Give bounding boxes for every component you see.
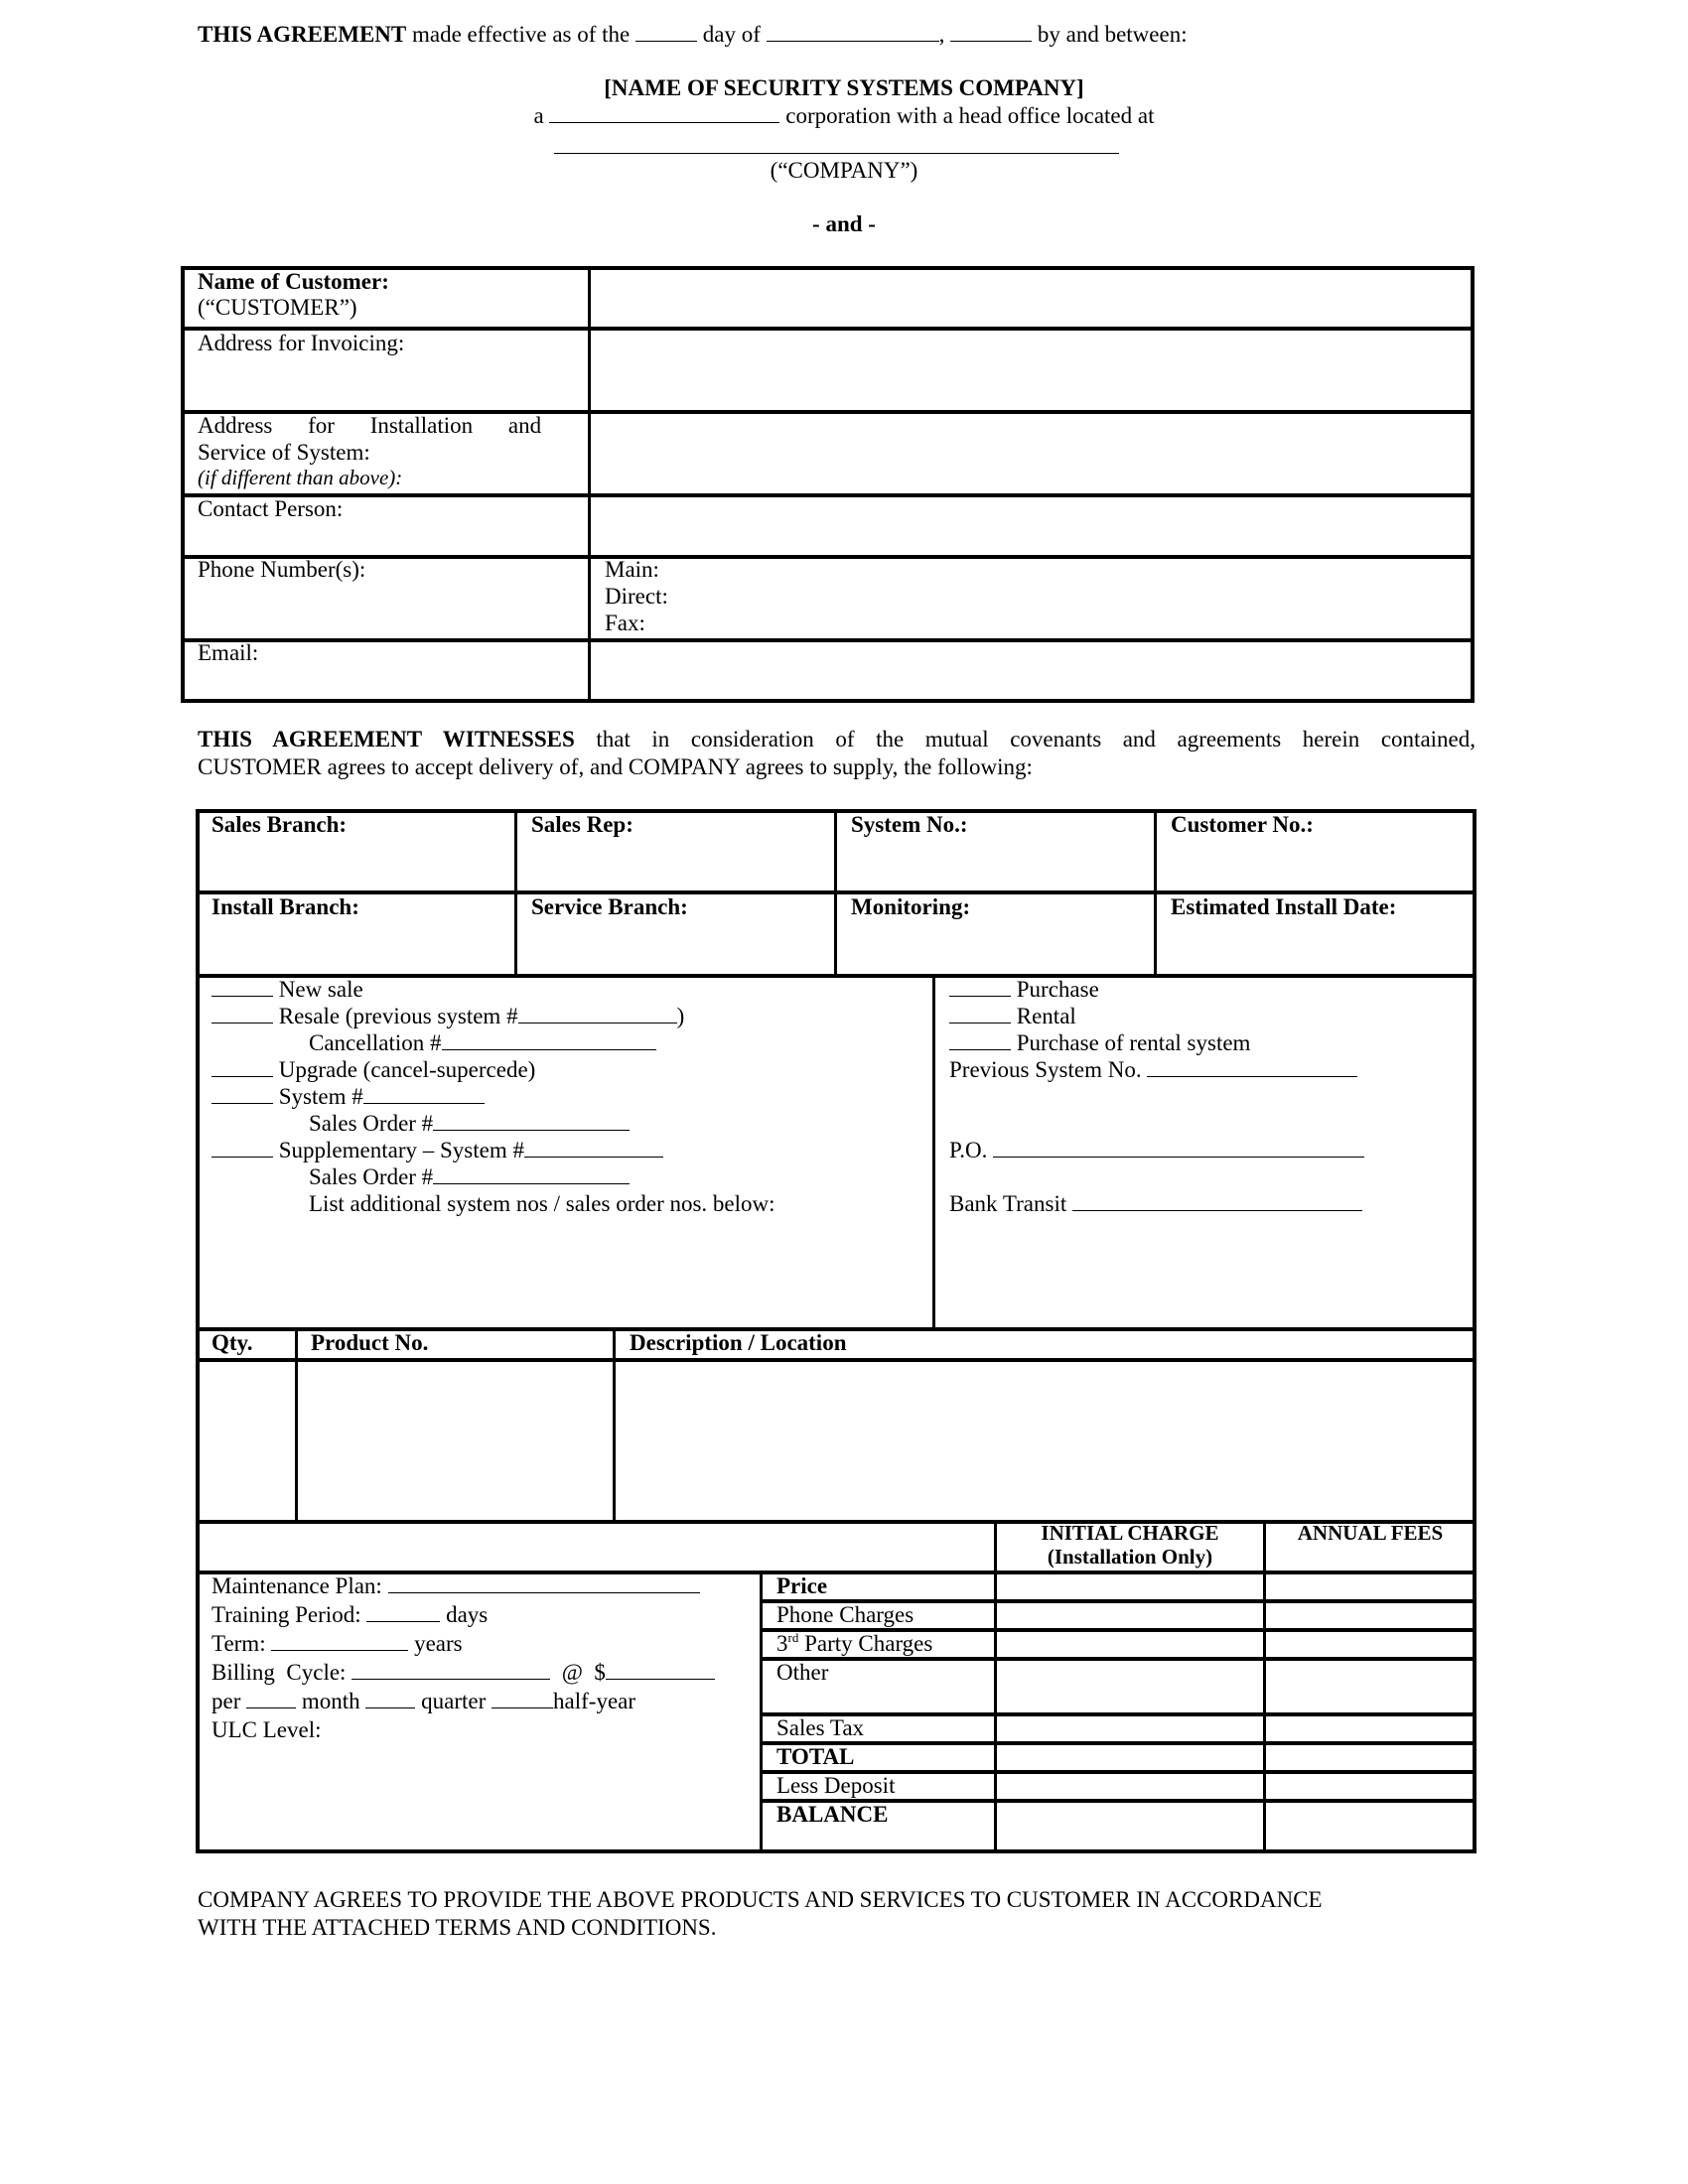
email-label: Email:: [198, 640, 259, 665]
previous-system-blank[interactable]: [518, 1003, 677, 1024]
supplementary-blank[interactable]: [211, 1137, 273, 1158]
phone-fax-label: Fax:: [605, 611, 645, 635]
column-divider: [1154, 811, 1157, 976]
system-number-blank[interactable]: [363, 1083, 485, 1104]
contact-person-label: Contact Person:: [198, 496, 344, 521]
year-blank[interactable]: [950, 21, 1032, 42]
fee-label-phone-charges: Phone Charges: [776, 1602, 914, 1627]
installation-label-line1: Address for Installation and: [198, 413, 542, 438]
month-blank[interactable]: [246, 1688, 296, 1708]
upgrade-blank[interactable]: [211, 1056, 273, 1077]
purchase-rental-blank[interactable]: [949, 1029, 1011, 1050]
column-divider: [613, 1329, 616, 1522]
total-annual-field[interactable]: [1268, 1746, 1471, 1768]
contact-person-field[interactable]: [594, 500, 1470, 552]
additional-systems-field[interactable]: [204, 1223, 926, 1322]
fee-label-price: Price: [776, 1573, 828, 1598]
install-branch-label: Install Branch:: [211, 894, 359, 919]
sales-branch-field[interactable]: [202, 839, 511, 888]
resale-blank[interactable]: [211, 1003, 273, 1024]
corporation-line: [0, 101, 1688, 131]
qty-header: Qty.: [211, 1330, 253, 1355]
bank-transit-label: Bank Transit: [949, 1191, 1067, 1216]
column-divider: [834, 811, 837, 976]
po-blank[interactable]: [993, 1137, 1364, 1158]
term-label: Term:: [211, 1631, 266, 1656]
service-branch-field[interactable]: [520, 921, 831, 971]
half-year-blank[interactable]: [492, 1688, 553, 1708]
billing-cycle-blank[interactable]: [352, 1659, 550, 1680]
purchase-label: Purchase: [1016, 977, 1099, 1002]
sales-order-blank[interactable]: [433, 1163, 630, 1184]
customer-alias-label: (“CUSTOMER”): [198, 295, 357, 320]
deposit-annual-field[interactable]: [1268, 1775, 1471, 1797]
column-divider: [514, 811, 517, 976]
day-blank[interactable]: [635, 21, 697, 42]
company-alias: (“COMPANY”): [770, 158, 918, 183]
witness-paragraph-line1: [198, 726, 1476, 753]
system-no-field[interactable]: [840, 839, 1151, 888]
monitoring-field[interactable]: [840, 921, 1151, 971]
intro-text: day of: [702, 22, 761, 47]
ulc-level-label: ULC Level:: [211, 1717, 322, 1742]
supplementary-label: Supplementary – System #: [278, 1138, 524, 1162]
cancellation-blank[interactable]: [442, 1029, 656, 1050]
fee-label-total: TOTAL: [776, 1744, 855, 1769]
customer-no-label: Customer No.:: [1171, 812, 1314, 837]
rental-option: [949, 1003, 1076, 1029]
row-divider: [198, 1358, 1475, 1362]
ordinal-suffix: rd: [787, 1630, 799, 1645]
per-label: per: [211, 1689, 241, 1713]
customer-no-field[interactable]: [1160, 839, 1471, 888]
previous-system-no-blank[interactable]: [1147, 1056, 1357, 1077]
system-option: [211, 1083, 485, 1110]
intro-text: made effective as of the: [412, 22, 631, 47]
price-initial-field[interactable]: [999, 1575, 1261, 1597]
fee-label-balance: BALANCE: [776, 1802, 889, 1827]
billing-at: @: [561, 1660, 583, 1685]
training-period-label: Training Period:: [211, 1602, 361, 1627]
column-divider: [295, 1329, 298, 1522]
system-blank[interactable]: [211, 1083, 273, 1104]
witness-bold: THIS AGREEMENT WITNESSES: [198, 727, 575, 751]
new-sale-option: [211, 976, 363, 1003]
purchase-rental-label: Purchase of rental system: [1016, 1030, 1251, 1055]
intro-bold: THIS AGREEMENT: [198, 22, 407, 47]
installation-label-note: (if different than above):: [198, 466, 403, 489]
maintenance-plan-label: Maintenance Plan:: [211, 1573, 382, 1598]
billing-amount-blank[interactable]: [606, 1659, 715, 1680]
billing-period-line: [211, 1688, 635, 1714]
qty-field[interactable]: [202, 1364, 293, 1518]
price-annual-field[interactable]: [1268, 1575, 1471, 1597]
initial-charge-subtitle: (Installation Only): [1047, 1545, 1213, 1569]
term-blank[interactable]: [271, 1630, 408, 1651]
sales-rep-label: Sales Rep:: [531, 812, 633, 837]
row-divider: [762, 1741, 1475, 1745]
cancellation-label: Cancellation #: [309, 1030, 442, 1055]
invoicing-address-field[interactable]: [594, 334, 1470, 407]
monitoring-label: Monitoring:: [851, 894, 971, 919]
purchase-option: [949, 976, 1099, 1003]
installation-address-label: [198, 412, 575, 439]
product-no-field[interactable]: [300, 1364, 611, 1518]
system-label: System #: [278, 1084, 363, 1109]
sales-branch-label: Sales Branch:: [211, 812, 348, 837]
footer-line2: WITH THE ATTACHED TERMS AND CONDITIONS.: [198, 1915, 717, 1940]
sales-order-line-1: [309, 1110, 630, 1137]
sales-order-blank[interactable]: [433, 1110, 630, 1131]
maintenance-plan-blank[interactable]: [388, 1572, 700, 1593]
fee-label-sales-tax: Sales Tax: [776, 1715, 865, 1740]
maintenance-plan-line: [211, 1572, 700, 1599]
sales-rep-field[interactable]: [520, 839, 831, 888]
bank-transit-line: [949, 1190, 1362, 1217]
po-line: [949, 1137, 1364, 1163]
ulc-level-field[interactable]: [348, 1716, 745, 1744]
rental-label: Rental: [1016, 1004, 1076, 1028]
witness-paragraph-line2: CUSTOMER agrees to accept delivery of, and COMPANY agrees to supply, the following:: [198, 754, 1033, 779]
install-branch-field[interactable]: [202, 921, 511, 971]
witness-text: that in consideration of the mutual covenants and agreements herein contained,: [596, 727, 1476, 751]
column-divider: [932, 976, 935, 1329]
month-label: month: [301, 1689, 360, 1713]
product-no-header: Product No.: [311, 1330, 429, 1355]
list-additional-label: List additional system nos / sales order nos. below:: [309, 1191, 775, 1216]
service-branch-label: Service Branch:: [531, 894, 688, 919]
fee-label-third-party-charges: [776, 1630, 932, 1657]
phone-initial-field[interactable]: [999, 1604, 1261, 1626]
annual-fees-header: ANNUAL FEES: [1297, 1521, 1444, 1545]
column-divider: [588, 268, 591, 701]
corp-suffix: corporation with a head office located at: [785, 103, 1155, 128]
third-party-initial-field[interactable]: [999, 1633, 1261, 1655]
description-field[interactable]: [618, 1364, 1472, 1518]
resale-close: ): [676, 1004, 685, 1028]
intro-text: by and between:: [1037, 22, 1188, 47]
purchase-rental-option: [949, 1029, 1250, 1056]
intro-comma: ,: [938, 22, 945, 47]
agreement-intro: [198, 20, 1188, 50]
quarter-label: quarter: [421, 1689, 487, 1713]
phone-numbers-field[interactable]: [715, 560, 1470, 635]
customer-name-label: Name of Customer:: [198, 269, 389, 294]
balance-annual-field[interactable]: [1268, 1804, 1471, 1847]
supplementary-system-blank[interactable]: [524, 1137, 663, 1158]
installation-label-line2: Service of System:: [198, 440, 370, 465]
row-divider: [183, 638, 1473, 642]
quarter-blank[interactable]: [365, 1688, 415, 1708]
resale-option: [211, 1003, 684, 1029]
company-name: [NAME OF SECURITY SYSTEMS COMPANY]: [604, 75, 1084, 100]
customer-name-field[interactable]: [594, 272, 1470, 324]
other-initial-field[interactable]: [999, 1662, 1261, 1710]
email-field[interactable]: [594, 645, 1470, 699]
row-divider: [762, 1712, 1475, 1716]
description-header: Description / Location: [630, 1330, 847, 1355]
row-divider: [183, 555, 1473, 559]
phone-main-label: Main:: [605, 557, 659, 582]
bank-transit-blank[interactable]: [1072, 1190, 1362, 1211]
and-separator: - and -: [812, 211, 876, 236]
training-period-blank[interactable]: [366, 1601, 440, 1622]
ordinal-number: 3: [776, 1631, 788, 1656]
install-date-field[interactable]: [1160, 921, 1471, 971]
billing-cycle-line: [211, 1659, 715, 1686]
row-divider: [183, 493, 1473, 497]
phone-direct-label: Direct:: [605, 584, 668, 609]
initial-charge-header: [997, 1521, 1263, 1569]
previous-system-label: Previous System No.: [949, 1057, 1142, 1082]
invoicing-address-label: Address for Invoicing:: [198, 331, 405, 355]
footer-line1: COMPANY AGREES TO PROVIDE THE ABOVE PRODUCTS AND SERVICES TO CUSTOMER IN ACCORDANCE: [198, 1887, 1323, 1912]
total-initial-field[interactable]: [999, 1746, 1261, 1768]
third-party-text: Party Charges: [798, 1631, 933, 1656]
balance-initial-field[interactable]: [999, 1804, 1261, 1847]
training-unit: days: [446, 1602, 489, 1627]
other-annual-field[interactable]: [1268, 1662, 1471, 1710]
term-line: [211, 1630, 463, 1657]
resale-label: Resale (previous system #: [278, 1004, 518, 1028]
third-party-annual-field[interactable]: [1268, 1633, 1471, 1655]
new-sale-blank[interactable]: [211, 976, 273, 997]
corp-prefix: a: [533, 103, 544, 128]
phone-label: Phone Number(s):: [198, 557, 366, 582]
install-date-label: Estimated Install Date:: [1171, 894, 1397, 919]
purchase-blank[interactable]: [949, 976, 1011, 997]
rental-blank[interactable]: [949, 1003, 1011, 1024]
deposit-initial-field[interactable]: [999, 1775, 1261, 1797]
new-sale-label: New sale: [278, 977, 363, 1002]
row-divider: [762, 1657, 1475, 1661]
fee-label-less-deposit: Less Deposit: [776, 1773, 896, 1798]
sales-tax-annual-field[interactable]: [1268, 1717, 1471, 1739]
sales-tax-initial-field[interactable]: [999, 1717, 1261, 1739]
training-period-line: [211, 1601, 488, 1628]
phone-annual-field[interactable]: [1268, 1604, 1471, 1626]
system-no-label: System No.:: [851, 812, 968, 837]
jurisdiction-blank[interactable]: [549, 102, 779, 123]
upgrade-label: Upgrade (cancel-supercede): [278, 1057, 536, 1082]
installation-address-field[interactable]: [594, 417, 1470, 490]
head-office-blank[interactable]: [554, 153, 1119, 154]
po-label: P.O.: [949, 1138, 988, 1162]
supplementary-option: [211, 1137, 663, 1163]
billing-cycle-label: Billing Cycle:: [211, 1660, 347, 1685]
previous-system-line: [949, 1056, 1357, 1083]
term-unit: years: [414, 1631, 463, 1656]
sales-order-label: Sales Order #: [309, 1111, 434, 1136]
sales-order-line-2: [309, 1163, 630, 1190]
month-blank[interactable]: [767, 21, 939, 42]
cancellation-line: [309, 1029, 656, 1056]
billing-dollar: $: [594, 1660, 606, 1685]
fee-label-other: Other: [776, 1660, 829, 1685]
upgrade-option: [211, 1056, 535, 1083]
sales-order-label: Sales Order #: [309, 1164, 434, 1189]
initial-charge-title: INITIAL CHARGE: [1041, 1521, 1219, 1545]
half-year-label: half-year: [553, 1689, 636, 1713]
